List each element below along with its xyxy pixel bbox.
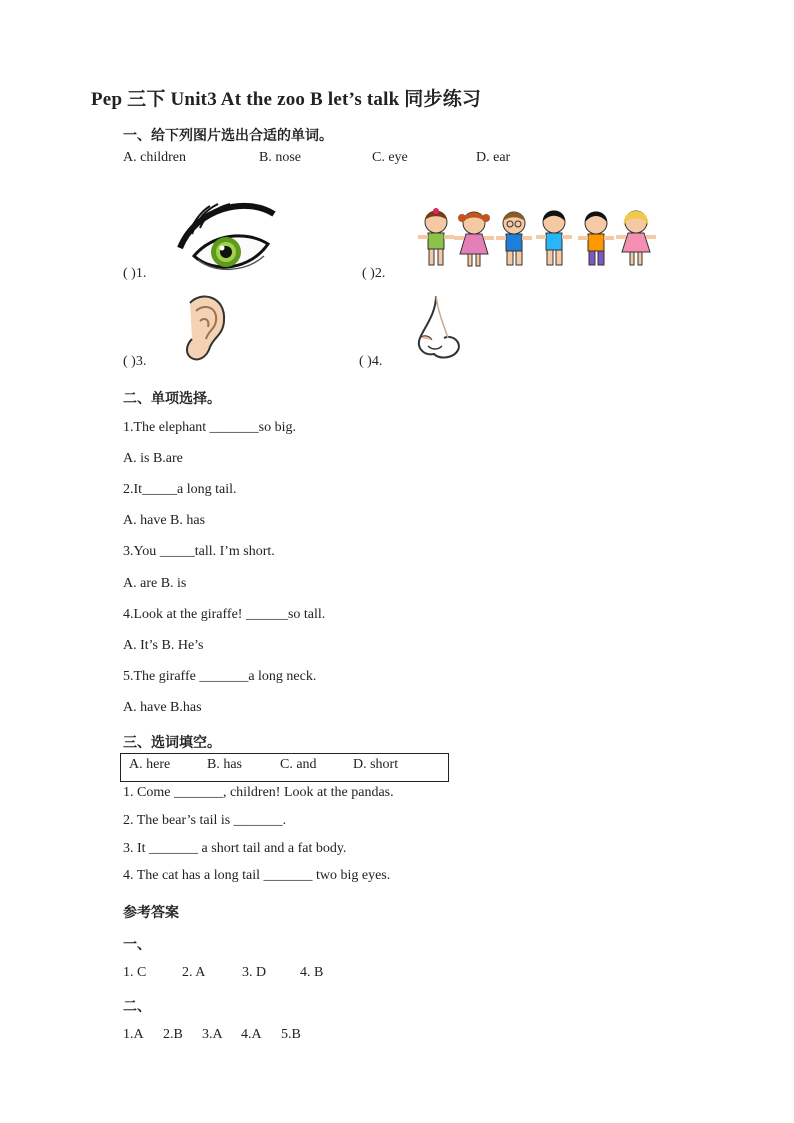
option-b: B. nose [259, 150, 301, 165]
answer-1-2: 2. A [182, 965, 206, 980]
ear-icon [180, 293, 230, 365]
answer-2-5: 5.B [281, 1027, 301, 1042]
answer-2-4: 4.A [241, 1027, 262, 1042]
answers-heading: 参考答案 [123, 905, 179, 921]
answer-1-3: 3. D [242, 965, 267, 980]
section2-heading: 二、单项选择。 [123, 391, 221, 407]
item-3-label: ( )3. [123, 354, 147, 369]
eye-icon [176, 200, 276, 280]
s3-q2: 2. The bear’s tail is _______. [123, 813, 287, 828]
answer-2-2: 2.B [163, 1027, 183, 1042]
answers-part1-label: 一、 [123, 937, 151, 953]
s3-q1: 1. Come _______, children! Look at the pandas. [123, 785, 394, 800]
word-a: A. here [129, 757, 171, 772]
option-c: C. eye [372, 150, 408, 165]
children-icon [418, 208, 660, 270]
item-1-label: ( )1. [123, 266, 147, 281]
s3-q3: 3. It _______ a short tail and a fat body. [123, 841, 347, 856]
s2-q5: 5.The giraffe _______a long neck. [123, 669, 317, 684]
section1-heading: 一、给下列图片选出合适的单词。 [123, 128, 333, 144]
option-d: D. ear [476, 150, 511, 165]
answers-part2-label: 二、 [123, 999, 151, 1015]
s2-q3-options: A. are B. is [123, 576, 187, 591]
s2-q2: 2.It_____a long tail. [123, 482, 237, 497]
nose-icon [414, 294, 464, 364]
answer-2-1: 1.A [123, 1027, 144, 1042]
page-title: Pep 三下 Unit3 At the zoo B let’s talk 同步练习 [91, 89, 482, 110]
s2-q5-options: A. have B.has [123, 700, 202, 715]
s2-q2-options: A. have B. has [123, 513, 206, 528]
word-d: D. short [353, 757, 399, 772]
word-c: C. and [280, 757, 317, 772]
answer-1-4: 4. B [300, 965, 324, 980]
s2-q1: 1.The elephant _______so big. [123, 420, 297, 435]
section3-heading: 三、选词填空。 [123, 735, 221, 751]
word-b: B. has [207, 757, 242, 772]
s2-q1-options: A. is B.are [123, 451, 183, 466]
answer-2-3: 3.A [202, 1027, 223, 1042]
s3-q4: 4. The cat has a long tail _______ two big eyes. [123, 868, 391, 883]
s2-q3: 3.You _____tall. I’m short. [123, 544, 275, 559]
answer-1-1: 1. C [123, 965, 147, 980]
option-a: A. children [123, 150, 186, 165]
s2-q4: 4.Look at the giraffe! ______so tall. [123, 607, 326, 622]
item-4-label: ( )4. [359, 354, 383, 369]
s2-q4-options: A. It’s B. He’s [123, 638, 204, 653]
item-2-label: ( )2. [362, 266, 386, 281]
